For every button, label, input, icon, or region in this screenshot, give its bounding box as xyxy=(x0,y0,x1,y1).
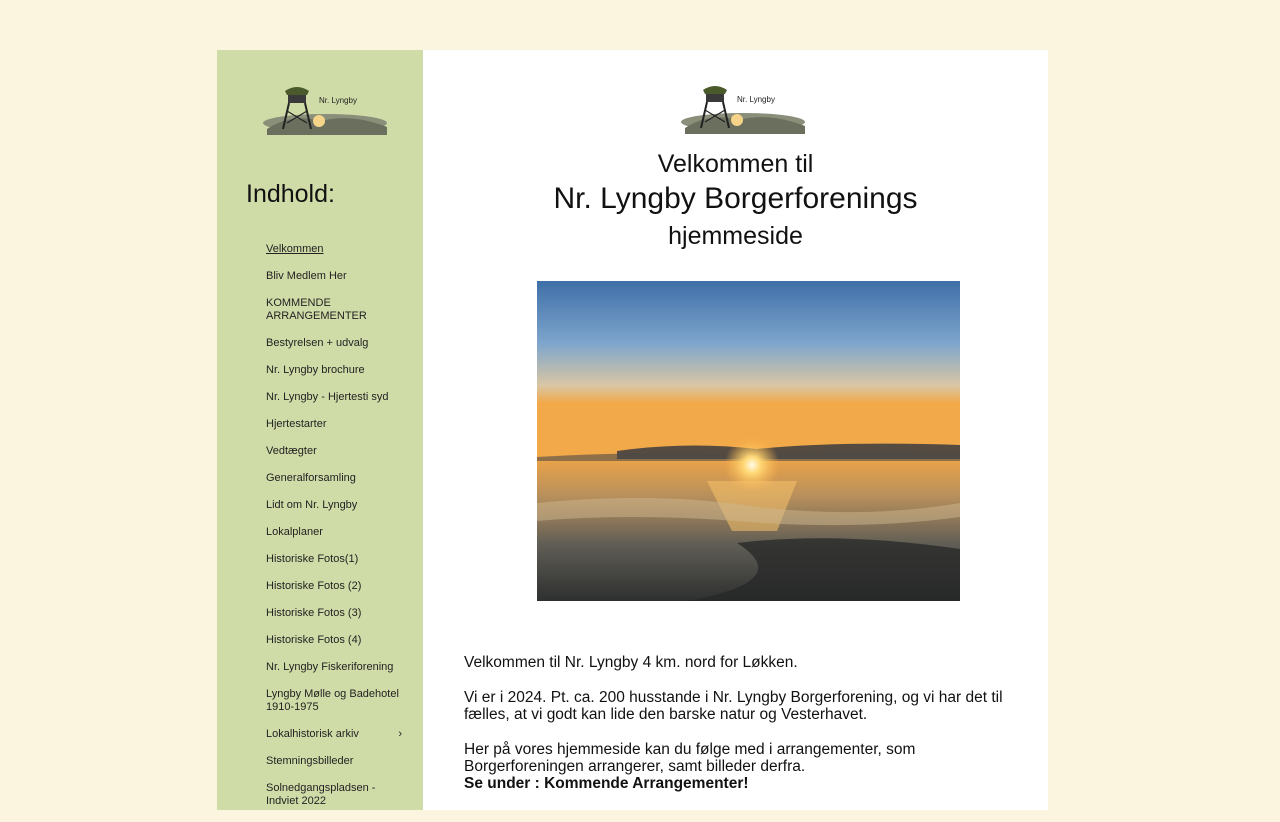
sidebar-item[interactable] xyxy=(266,270,406,283)
sidebar-item-label: Hjertestarter xyxy=(266,418,327,430)
chevron-right-icon[interactable]: › xyxy=(398,728,402,740)
sidebar-item-label: Generalforsamling xyxy=(266,472,356,484)
sidebar-item[interactable] xyxy=(266,243,406,256)
sidebar-item[interactable] xyxy=(266,499,406,512)
welcome-line-2: Nr. Lyngby Borgerforenings xyxy=(553,182,918,215)
sidebar-item-label: Nr. Lyngby Fiskeriforening xyxy=(266,661,394,673)
sidebar-item-label: Lyngby Mølle og Badehotel 1910-1975 xyxy=(266,688,399,713)
sidebar-item[interactable] xyxy=(266,755,406,768)
main-logo xyxy=(677,82,811,134)
sidebar-item[interactable] xyxy=(266,728,406,741)
sidebar-item-label: Lidt om Nr. Lyngby xyxy=(266,499,358,511)
sidebar-item-label: Bliv Medlem Her xyxy=(266,270,347,282)
watchtower-logo-icon xyxy=(261,83,391,135)
sidebar-item[interactable] xyxy=(266,472,406,485)
sidebar-item[interactable] xyxy=(266,364,406,377)
sidebar-heading: Indhold: xyxy=(246,180,335,208)
sidebar-item[interactable] xyxy=(266,580,406,593)
sidebar-item-label: Historiske Fotos(1) xyxy=(266,553,359,565)
sidebar xyxy=(217,50,423,810)
welcome-line-3: hjemmeside xyxy=(668,222,803,250)
paragraph-members: Vi er i 2024. Pt. ca. 200 husstande i Nr. Lyngby Borgerforening, og vi har det til fælles, at vi godt kan lide den barske natur og Vesterhavet. xyxy=(464,689,1003,723)
sidebar-item[interactable] xyxy=(266,337,406,350)
logo-text: Nr. Lyngby xyxy=(319,96,357,105)
sidebar-item-label: Stemningsbilleder xyxy=(266,755,354,767)
main-content xyxy=(423,50,1048,810)
paragraph-see-events: Se under : Kommende Arrangementer! xyxy=(464,775,749,792)
sidebar-item-label: Historiske Fotos (4) xyxy=(266,634,362,646)
sidebar-item[interactable] xyxy=(266,445,406,458)
paragraph-intro: Velkommen til Nr. Lyngby 4 km. nord for Løkken. xyxy=(464,654,798,671)
sidebar-item-label: Bestyrelsen + udvalg xyxy=(266,337,369,349)
sidebar-item-label: Nr. Lyngby brochure xyxy=(266,364,365,376)
sidebar-nav xyxy=(266,243,406,822)
sidebar-item-label: Nr. Lyngby - Hjertesti syd xyxy=(266,391,389,403)
sidebar-item-label: Historiske Fotos (3) xyxy=(266,607,362,619)
paragraph-events: Her på vores hjemmeside kan du følge med i arrangementer, som Borgerforeningen arrangerer, samt billeder derfra. xyxy=(464,741,916,775)
sidebar-item[interactable] xyxy=(266,661,406,674)
sidebar-item[interactable] xyxy=(266,634,406,647)
logo-text: Nr. Lyngby xyxy=(737,95,775,104)
sidebar-item[interactable] xyxy=(266,418,406,431)
sidebar-item[interactable] xyxy=(266,782,406,808)
sidebar-item-label: Solnedgangspladsen - Indviet 2022 xyxy=(266,782,376,807)
sidebar-item[interactable] xyxy=(266,526,406,539)
watchtower-logo-icon xyxy=(677,82,811,134)
sidebar-item-label: Velkommen xyxy=(266,243,324,255)
welcome-line-1: Velkommen til xyxy=(657,150,814,178)
sidebar-item-label: Historiske Fotos (2) xyxy=(266,580,362,592)
sidebar-logo[interactable] xyxy=(261,83,391,135)
sunset-photo xyxy=(537,281,960,601)
sidebar-item[interactable] xyxy=(266,297,406,323)
sidebar-item-label: KOMMENDE ARRANGEMENTER xyxy=(266,297,367,322)
welcome-text xyxy=(464,654,1034,810)
sidebar-item[interactable] xyxy=(266,391,406,404)
sidebar-item[interactable] xyxy=(266,688,406,714)
page-container xyxy=(217,50,1048,810)
sidebar-item-label: Vedtægter xyxy=(266,445,317,457)
sidebar-item-label: Lokalplaner xyxy=(266,526,323,538)
sidebar-item[interactable] xyxy=(266,553,406,566)
sidebar-item[interactable] xyxy=(266,607,406,620)
sidebar-item-label: Lokalhistorisk arkiv xyxy=(266,728,359,740)
